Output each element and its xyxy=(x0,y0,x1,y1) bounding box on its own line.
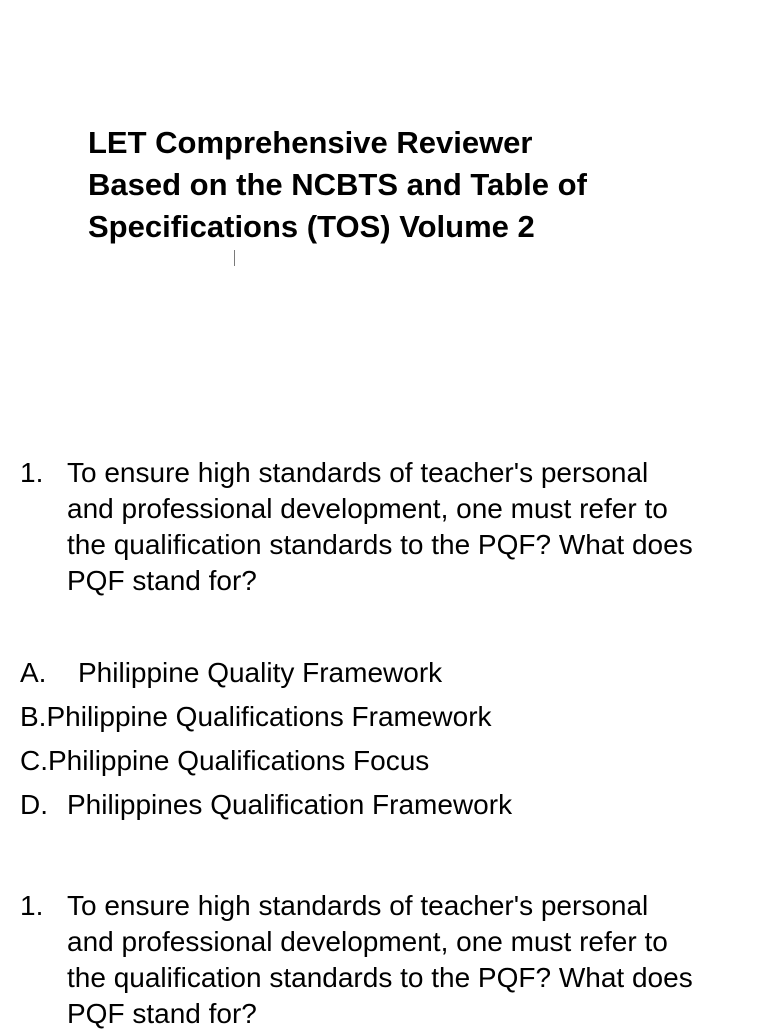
question-line-3: the qualification standards to the PQF? What does xyxy=(67,962,693,993)
text-cursor-mark xyxy=(234,250,235,266)
document-title xyxy=(88,122,728,248)
choice-c-letter: C. xyxy=(20,745,48,776)
question-line-4: PQF stand for? xyxy=(67,998,257,1029)
question-line-3: the qualification standards to the PQF? What does xyxy=(67,529,693,560)
choice-d xyxy=(20,783,513,827)
question-number: 1. xyxy=(20,457,44,488)
choice-b-letter: B. xyxy=(20,701,47,732)
choice-a-text: Philippine Quality Framework xyxy=(78,657,443,688)
question-line-2: and professional development, one must refer to xyxy=(67,493,668,524)
choice-d-text: Philippines Qualification Framework xyxy=(67,789,513,820)
question-line-2: and professional development, one must refer to xyxy=(67,926,668,957)
question-line-4: PQF stand for? xyxy=(67,565,257,596)
choice-d-letter: D. xyxy=(20,789,48,820)
choice-c xyxy=(20,739,492,783)
title-line-2: Based on the NCBTS and Table of xyxy=(88,167,587,202)
choice-a xyxy=(20,651,492,695)
question-line-1: To ensure high standards of teacher's personal xyxy=(67,890,649,921)
choice-b-text: Philippine Qualifications Framework xyxy=(46,701,492,732)
choice-b xyxy=(20,695,492,739)
title-line-3: Specifications (TOS) Volume 2 xyxy=(88,209,535,244)
question-line-1: To ensure high standards of teacher's personal xyxy=(67,457,649,488)
question-number: 1. xyxy=(20,890,44,921)
answer-choices xyxy=(20,651,513,827)
choice-c-text: Philippine Qualifications Focus xyxy=(48,745,430,776)
title-line-1: LET Comprehensive Reviewer xyxy=(88,125,533,160)
choice-a-letter: A. xyxy=(20,657,47,688)
question-text xyxy=(67,455,693,599)
question-text xyxy=(67,888,693,1032)
